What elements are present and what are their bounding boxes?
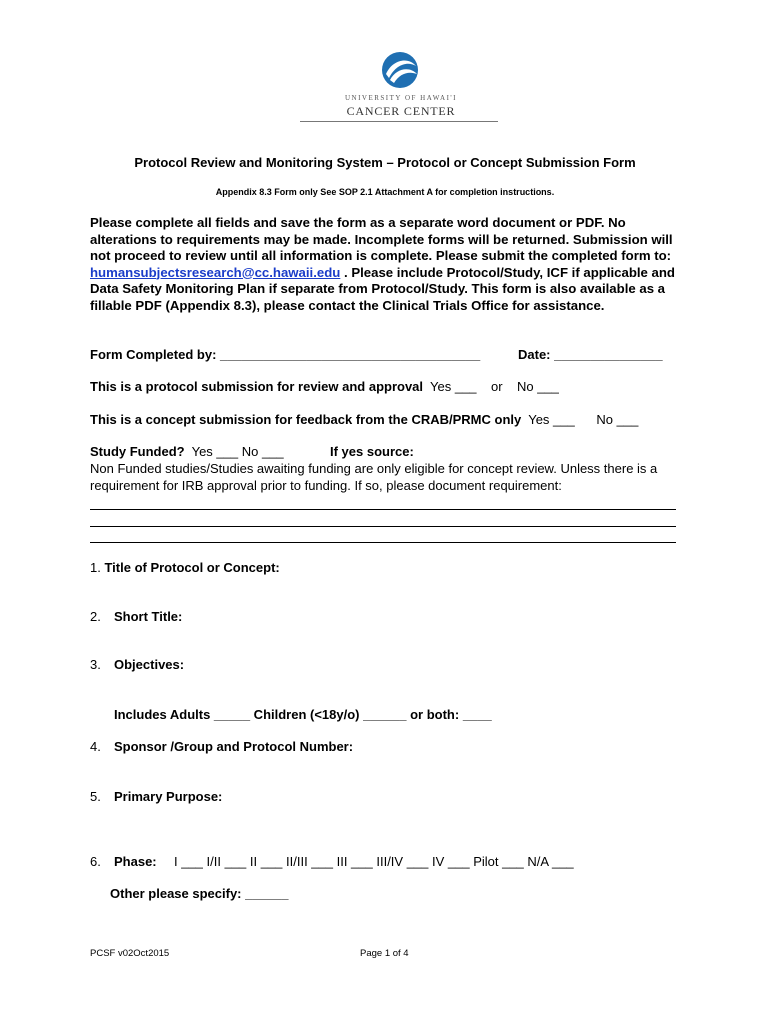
funding-note: Non Funded studies/Studies awaiting funding are only eligible for concept review. Unless there is a requirement for IRB approval prior to funding. If so, please document requirement: [90, 461, 658, 493]
form-subtitle: Appendix 8.3 Form only See SOP 2.1 Attachment A for completion instructions. [215, 187, 555, 197]
item-1-label: Title of Protocol or Concept: [104, 560, 280, 575]
item-1 [90, 560, 280, 575]
item-3-label: Objectives: [114, 657, 185, 672]
other-specify[interactable]: Other please specify: ______ [110, 886, 289, 901]
wave-logo-icon [380, 50, 422, 90]
item-4-label: Sponsor /Group and Protocol Number: [114, 739, 354, 754]
cancer-center-logo [300, 48, 498, 122]
includes-line[interactable]: Includes Adults _____ Children (<18y/o) ______ or both: ____ [114, 707, 492, 722]
item-6-label: Phase: [114, 854, 157, 869]
item-2-label: Short Title: [114, 609, 183, 624]
item-3-number: 3. [90, 657, 101, 672]
item-2-number: 2. [90, 609, 101, 624]
item-4-number: 4. [90, 739, 101, 754]
requirement-line-2[interactable] [90, 526, 676, 527]
study-funded-label: Study Funded? [90, 444, 185, 459]
protocol-submission-options[interactable]: Yes ___ or No ___ [423, 379, 559, 394]
funding-source-label: If yes source: [330, 444, 414, 459]
study-funded-options[interactable]: Yes ___ No ___ [184, 444, 284, 459]
phase-options[interactable]: I ___ I/II ___ II ___ II/III ___ III ___ III/IV ___ IV ___ Pilot ___ N/A ___ [174, 854, 574, 869]
concept-submission-label: This is a concept submission for feedback from the CRAB/PRMC only [90, 412, 522, 427]
email-link[interactable]: humansubjectsresearch@cc.hawaii.edu [90, 264, 341, 280]
requirement-line-3[interactable] [90, 542, 676, 543]
concept-submission-row [90, 412, 638, 427]
footer-version: PCSF v02Oct2015 [90, 948, 170, 959]
item-5-number: 5. [90, 789, 101, 804]
instructions [90, 215, 690, 314]
form-title: Protocol Review and Monitoring System – Protocol or Concept Submission Form [134, 155, 636, 170]
instructions-part2: . Please include Protocol/Study, ICF if applicable and Data Safety Monitoring Plan if separate from Protocol/Study. This form is also available as a fillable PDF (Appendix 8.3), please contact the Clinical Trials Office for assistance. [90, 264, 675, 313]
item-5-label: Primary Purpose: [114, 789, 223, 804]
logo-divider [300, 121, 498, 122]
instructions-part1: Please complete all fields and save the form as a separate word document or PDF. No alterations to requirements may be made. Incomplete forms will be returned. Submission will not proceed to review until all information is complete. Please submit the completed form to: [90, 215, 673, 263]
study-funded-row [90, 444, 284, 459]
university-name: UNIVERSITY OF HAWAI'I [344, 94, 458, 102]
center-name: CANCER CENTER [346, 104, 456, 118]
footer-page: Page 1 of 4 [360, 948, 409, 959]
protocol-submission-label: This is a protocol submission for review and approval [90, 379, 424, 394]
concept-submission-options[interactable]: Yes ___ No ___ [521, 412, 639, 427]
date-label: Date: _______________ [518, 347, 663, 362]
item-1-number: 1. [90, 560, 101, 575]
protocol-submission-row [90, 379, 559, 394]
item-6-number: 6. [90, 854, 101, 869]
requirement-line-1[interactable] [90, 509, 676, 510]
form-completed-by-label: Form Completed by: ____________________________________ [90, 347, 481, 362]
